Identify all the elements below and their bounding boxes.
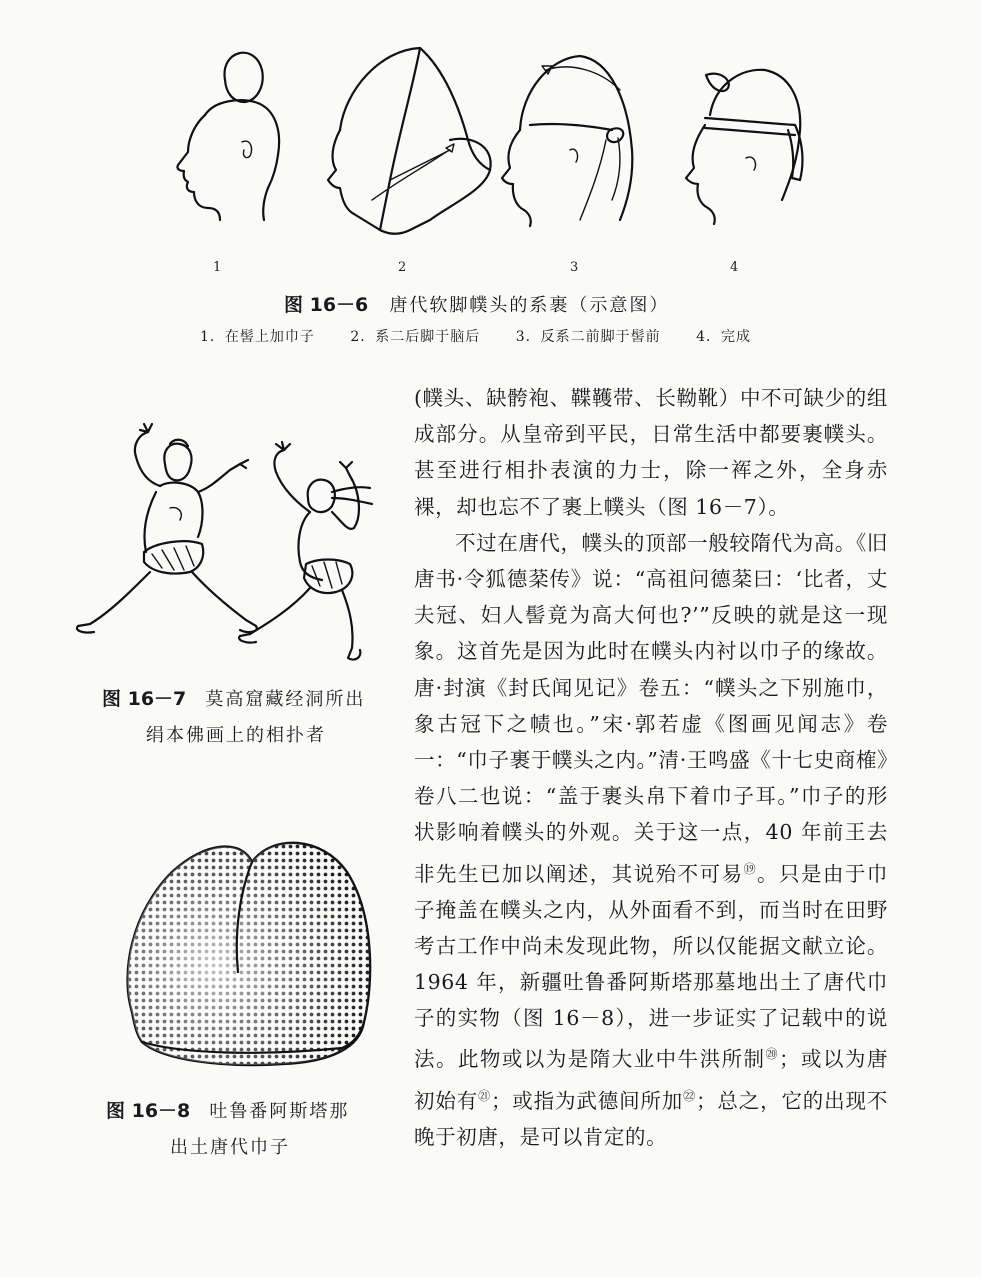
head-2-drawing <box>328 48 491 234</box>
footnote-ref[interactable]: ⑲ <box>743 861 758 876</box>
figure-title-line-1: 吐鲁番阿斯塔那 <box>209 1101 350 1122</box>
figure-16-8-caption <box>106 1096 349 1159</box>
figure-title: 唐代软脚幞头的系裹（示意图） <box>389 295 670 316</box>
head-4-drawing <box>686 70 802 224</box>
figure-title-line-1: 莫高窟藏经洞所出 <box>205 689 366 710</box>
footnote-ref[interactable]: ㉒ <box>683 1088 697 1103</box>
paragraph-2-part-c: ；或以为唐初始有 <box>414 1047 888 1113</box>
figure-16-7-caption <box>102 684 365 747</box>
step-number-2: 2 <box>398 260 407 275</box>
figure-title-line-2: 出土唐代巾子 <box>170 1137 290 1158</box>
paragraph-2-part-b: 。只是由于巾子掩盖在幞头之内，从外面看不到，而当时在田野考古工作中尚未发现此物，所以仅能据文献立论。1964 年，新疆吐鲁番阿斯塔那墓地出土了唐代巾子的实物（图 16－8），进一步证实了记载中的说法。此物或以为是隋大业中牛洪所制 <box>414 861 888 1072</box>
figure-16-6-subcaption <box>200 326 751 346</box>
figure-label: 图 16－8 <box>106 1100 191 1122</box>
paragraph-2-part-a: 不过在唐代，幞头的顶部一般较隋代为高。《旧唐书·令狐德棻传》说：“高祖问德棻曰：‘比者，丈夫冠、妇人髻竟为高大何也?’”反映的就是这一现象。这首先是因为此时在幞头内衬以巾子的缘故。唐·封演《封氏闻见记》卷五：“幞头之下别施巾，象古冠下之帻也。”宋·郭若虚《图画见闻志》卷一：“巾子裹于幞头之内。”清·王鸣盛《十七史商榷》卷八二也说：“盖于裹头帛下着巾子耳。”巾子的形状影响着幞头的外观。关于这一点，40 年前王去非先生已加以阐述，其说殆不可易 <box>414 530 888 886</box>
figure-title-line-2: 绢本佛画上的相扑者 <box>146 725 326 746</box>
paragraph-2-part-d: ；或指为武德间所加 <box>490 1088 684 1113</box>
sub-item: 4．完成 <box>696 329 752 345</box>
figure-label: 图 16－7 <box>102 688 187 710</box>
sub-item: 2．系二后脚于脑后 <box>350 329 481 345</box>
paragraph-1: (幞头、缺骻袍、鞢韄带、长靿靴）中不可缺少的组成部分。从皇帝到平民，日常生活中都要裹幞头。甚至进行相扑表演的力士，除一裈之外，全身赤裸，却也忘不了裹上幞头（图 16－7）。 <box>414 386 888 519</box>
figure-16-8-illustration <box>112 822 382 1077</box>
head-1-drawing <box>177 53 279 220</box>
figure-16-6-illustration <box>150 30 830 255</box>
figure-16-7-illustration <box>70 412 390 672</box>
step-number-3: 3 <box>570 260 579 275</box>
sub-item: 3．反系二前脚于髻前 <box>515 329 661 345</box>
paragraph-2 <box>414 525 888 1155</box>
step-number-1: 1 <box>213 260 222 275</box>
head-3-drawing <box>502 56 632 226</box>
body-text-column <box>414 380 888 1155</box>
figure-label: 图 16－6 <box>284 294 369 316</box>
footnote-ref[interactable]: ⑳ <box>765 1047 780 1062</box>
figure-16-6-caption <box>284 290 669 317</box>
paragraph-2-part-e: ；总之，它的出现不晚于初唐，是可以肯定的。 <box>414 1088 888 1149</box>
jinzi-object-drawing <box>128 843 371 1065</box>
wrestler-left-drawing <box>77 424 257 633</box>
wrestler-right-drawing <box>239 442 372 660</box>
step-number-4: 4 <box>730 260 739 275</box>
sub-item: 1．在髻上加巾子 <box>200 329 315 345</box>
footnote-ref[interactable]: ㉑ <box>478 1088 491 1103</box>
